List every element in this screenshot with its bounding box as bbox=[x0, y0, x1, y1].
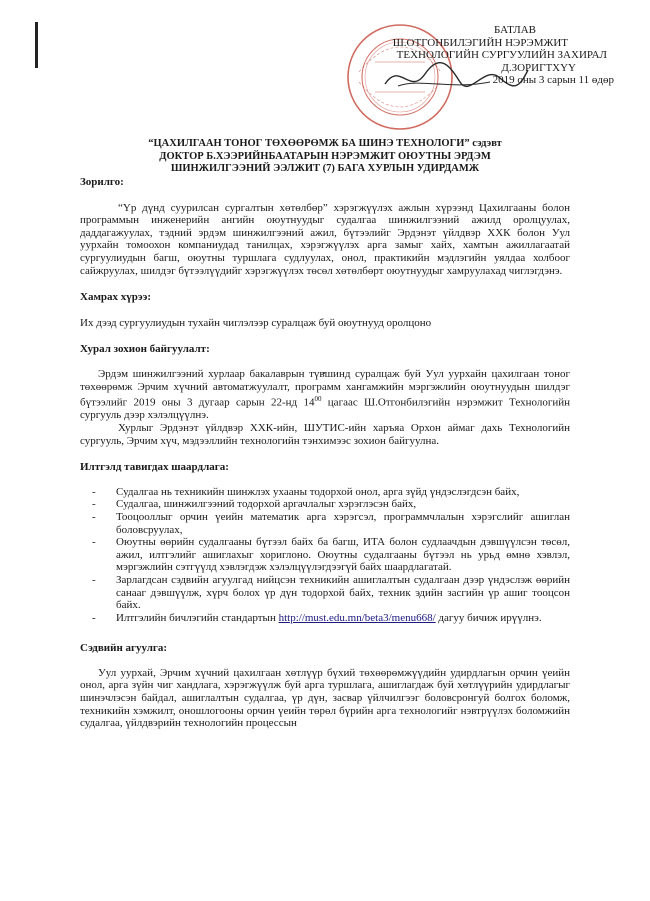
topic-text: Уул уурхай, Эрчим хүчний цахилгаан хөтлүүр бүхий төхөөрөмжүүдийн удирдлагын орчин үеийн онол, арга зүйн чиг хандлага, хэрэгжүүлж буй арга туршлага, ашиглагдаж буй хөтлүүрийн удирдлагыг шинэчлэсэн байдал, ашиглалтын судалгаа, үр дүн, засвар үйлчилгээг боловсронгуй болгох боломж, техникийн хэмжилт, оношлогооны орчин үеийн төрөл бүрийн арга технологийг нэвтрүүлэх боломжийн судалгаа, үйлдвэрийн технологийн процессын bbox=[80, 666, 570, 730]
document-body bbox=[80, 176, 570, 730]
requirements-list bbox=[80, 486, 570, 625]
org-text-part-b: цагаас Ш.Отгонбилэгийн нэрэмжит Технологийн сургууль дээр хэлэлцүүлнэ. bbox=[80, 396, 570, 422]
approval-block bbox=[330, 24, 630, 87]
standard-text-post: дагуу бичиж ирүүлнэ. bbox=[435, 611, 542, 624]
goal-heading: Зорилго: bbox=[80, 176, 124, 188]
scope-heading: Хамрах хүрээ: bbox=[80, 291, 152, 304]
requirements-heading: Илтгэлд тавигдах шаардлага: bbox=[80, 461, 229, 474]
org-time-sup: 00 bbox=[314, 395, 322, 404]
standard-text-pre: Илтгэлийн бичлэгийн стандартын bbox=[116, 611, 279, 624]
org-text-part-a: Эрдэм шинжилгээний хурлаар бакалаврын түвшинд суралцаж буй Уул уурхайн цахилгаан тоног төхөөрөмж Эрчим хүчний автоматжуулалт, программ хангамжийн мэргэжлийн оюутнуудын шилдэг бүтээлийг 2019 оны 3 дугаар сарын 22-нд 14 bbox=[80, 367, 570, 409]
list-item: - Судалгаа нь техникийн шинжлэх ухааны тодорхой онол, арга зүйд үндэслэгдсэн байх, bbox=[80, 486, 570, 499]
title-line-2: ДОКТОР Б.ХЭЭРИЙНБААТАРЫН НЭРЭМЖИТ ОЮУТНЫ ЭРДЭМ bbox=[159, 150, 491, 162]
document-title bbox=[80, 138, 570, 176]
list-item: - Зарлагдсан сэдвийн агуулгад нийцсэн техникийн ашиглалтын судалгаан дээр үндэслэж өөрийн санааг дэвшүүлж, хүрч болох үр дүн тодорхой байх, техник эдийн засгийн үр ашиг тооцсон байх. bbox=[80, 574, 570, 612]
topic-heading: Сэдвийн агуулга: bbox=[80, 642, 168, 655]
list-item: - Оюутны өөрийн судалгааны бүтээл байх ба багш, ИТА болон судлаачдын дэвшүүлсэн төсөл, ажил, илтгэлийг ашиглахыг хориглоно. Оюутны судалгааны бүтээл нь урьд өмнө хэвлэл, мэргэжлийн сэтгүүлд хэвлэгдэж хэлэлцүүлэгдээгүй байх шаардлагатай. bbox=[80, 536, 570, 574]
scope-text: Их дээд сургуулиудын тухайн чиглэлээр суралцаж буй оюутнууд оролцоно bbox=[80, 316, 432, 329]
title-line-3: ШИНЖИЛГЭЭНИЙ ЭЭЛЖИТ (7) БАГА ХУРЛЫН УДИРДАМЖ bbox=[170, 163, 480, 174]
organization-text-1 bbox=[80, 368, 570, 422]
binder-mark bbox=[35, 22, 38, 68]
approval-position: ТЕХНОЛОГИЙН СУРГУУЛИЙН ЗАХИРАЛ bbox=[396, 49, 607, 61]
list-item: - Судалгаа, шинжилгээний тодорхой аргачлалыг хэрэглэсэн байх, bbox=[80, 498, 570, 511]
title-line-1: “ЦАХИЛГААН ТОНОГ ТӨХӨӨРӨМЖ БА ШИНЭ ТЕХНОЛОГИ” сэдэвт bbox=[148, 138, 502, 149]
list-item bbox=[80, 612, 570, 625]
organization-text-2: Хурлыг Эрдэнэт үйлдвэр ХХК-ийн, ШУТИС-ийн харъяа Орхон аймаг дахь Технологийн сургууль, Эрчим хүч, мэдээллийн технологийн тэнхимээс зохион байгуулна. bbox=[80, 421, 570, 447]
organization-heading: Хурал зохион байгуулалт: bbox=[80, 343, 210, 356]
approval-date: 2019 оны 3 сарын 11 өдөр bbox=[492, 74, 614, 86]
list-item: - Тооцооллыг орчин үеийн математик арга хэрэгсэл, программчлалын хэрэгслийг ашиглан боловсруулах, bbox=[80, 511, 570, 536]
approval-name: Д.ЗОРИГТХҮҮ bbox=[501, 61, 576, 74]
goal-text: “Үр дүнд суурилсан сургалтын хөтөлбөр” хэрэгжүүлэх ажлын хүрээнд Цахилгааны болон программын инженерийн ангийн оюутнуудыг судалгаа шинжилгээний ажилд оролцуулах, даддагажуулах, тэдний эрдэм шинжилгээний ажил, бүтээлийг Эрдэнэт үйлдвэр ХХК болон Уул уурхайн томоохон компаниудад танилцах, хэрэгжүүлэх арга замыг хайх, хамтын ажиллагаатай сургуулиудын багш, оюутны туршлага судлуулах, онол, практикийн мэдлэгийн уялдаа холбоог сайжруулах, шилдэг бүтээлүүдийг хэрэгжүүлэх төсөл хөтөлбөрт оюутнуудыг хамруулахад чиглэгдэнэ. bbox=[80, 201, 570, 277]
approval-title: БАТЛАВ bbox=[493, 24, 536, 36]
approval-school: Ш.ОТГОНБИЛЭГИЙН НЭРЭМЖИТ bbox=[392, 36, 568, 49]
standard-link[interactable]: http://must.edu.mn/beta3/menu668/ bbox=[278, 611, 436, 624]
